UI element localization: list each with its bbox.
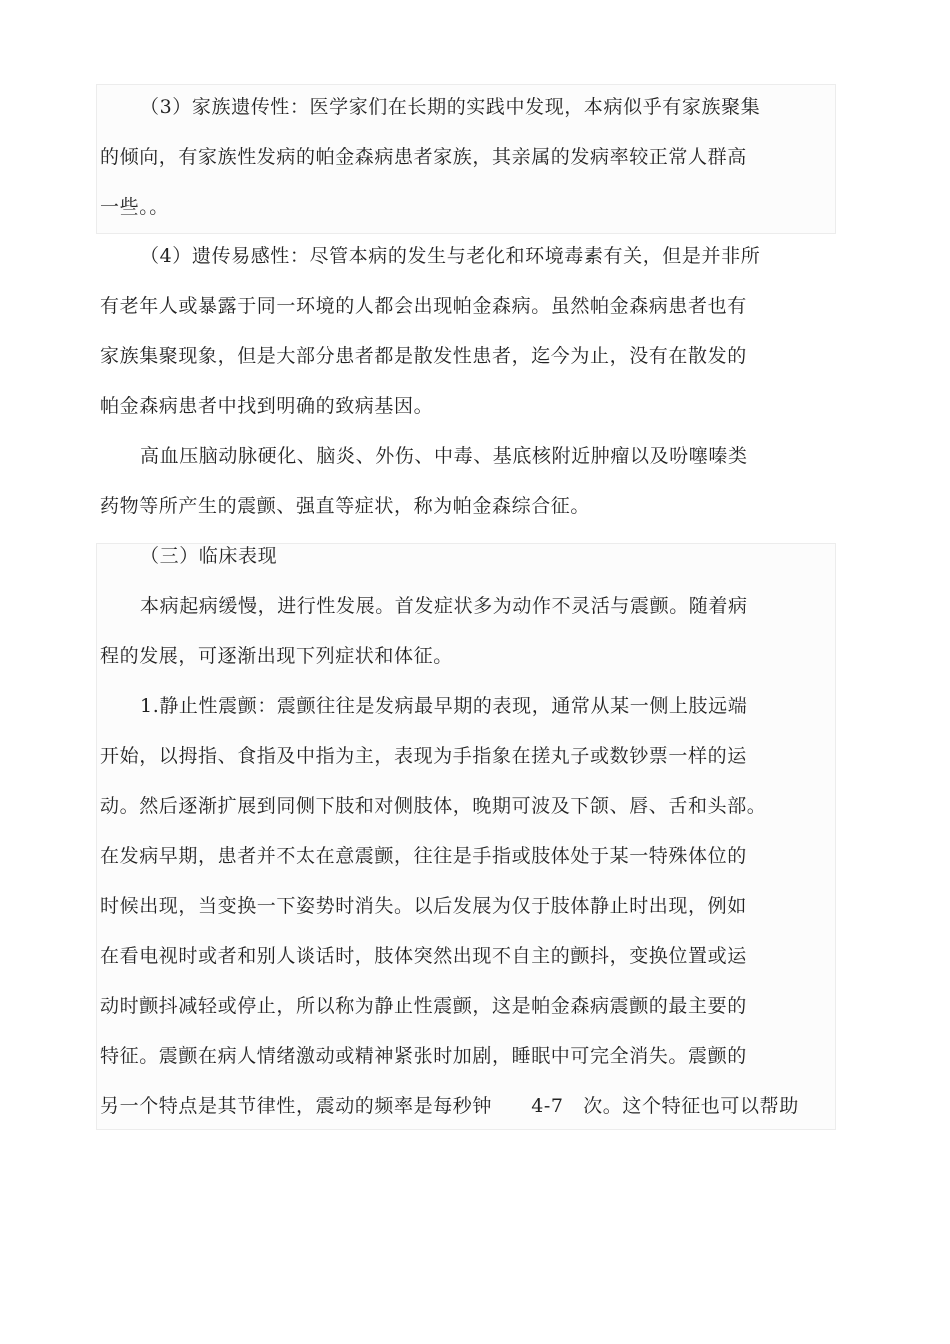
- clinical-line-4: 开始，以拇指、食指及中指为主，表现为手指象在搓丸子或数钞票一样的运: [100, 745, 747, 767]
- clinical-line-10: 特征。震颤在病人情绪激动或精神紧张时加剧，睡眠中可完全消失。震颤的: [100, 1045, 747, 1067]
- hereditary-line-2: 的倾向，有家族性发病的帕金森病患者家族，其亲属的发病率较正常人群高: [100, 146, 747, 168]
- clinical-line-6: 在发病早期，患者并不太在意震颤，往往是手指或肢体处于某一特殊体位的: [100, 845, 747, 867]
- clinical-line-7: 时候出现，当变换一下姿势时消失。以后发展为仅于肢体静止时出现，例如: [100, 895, 747, 917]
- clinical-line-1: 本病起病缓慢，进行性发展。首发症状多为动作不灵活与震颤。随着病: [140, 595, 748, 617]
- susceptibility-line-2: 有老年人或暴露于同一环境的人都会出现帕金森病。虽然帕金森病患者也有: [100, 295, 747, 317]
- clinical-heading: （三）临床表现: [140, 545, 278, 567]
- susceptibility-line-4: 帕金森病患者中找到明确的致病基因。: [100, 395, 434, 417]
- syndrome-line-2: 药物等所产生的震颤、强直等症状，称为帕金森综合征。: [100, 495, 591, 517]
- hereditary-line-3: 一些。。: [100, 196, 169, 218]
- hereditary-line-1: （3）家族遗传性：医学家们在长期的实践中发现，本病似乎有家族聚集: [140, 96, 761, 118]
- susceptibility-line-3: 家族集聚现象，但是大部分患者都是散发性患者，迄今为止，没有在散发的: [100, 345, 747, 367]
- clinical-line-8: 在看电视时或者和别人谈话时，肢体突然出现不自主的颤抖，变换位置或运: [100, 945, 747, 967]
- clinical-line-3: 1.静止性震颤：震颤往往是发病最早期的表现，通常从某一侧上肢远端: [140, 695, 748, 717]
- clinical-line-5: 动。然后逐渐扩展到同侧下肢和对侧肢体，晚期可波及下颌、唇、舌和头部。: [100, 795, 767, 817]
- susceptibility-line-1: （4）遗传易感性：尽管本病的发生与老化和环境毒素有关，但是并非所: [140, 245, 761, 267]
- section-clinical-box: [96, 543, 836, 1130]
- clinical-line-2: 程的发展，可逐渐出现下列症状和体征。: [100, 645, 453, 667]
- clinical-line-11: 另一个特点是其节律性，震动的频率是每秒钟 4-7 次。这个特征也可以帮助: [100, 1095, 799, 1117]
- syndrome-line-1: 高血压脑动脉硬化、脑炎、外伤、中毒、基底核附近肿瘤以及吩噻嗪类: [140, 445, 748, 467]
- clinical-line-9: 动时颤抖减轻或停止，所以称为静止性震颤，这是帕金森病震颤的最主要的: [100, 995, 747, 1017]
